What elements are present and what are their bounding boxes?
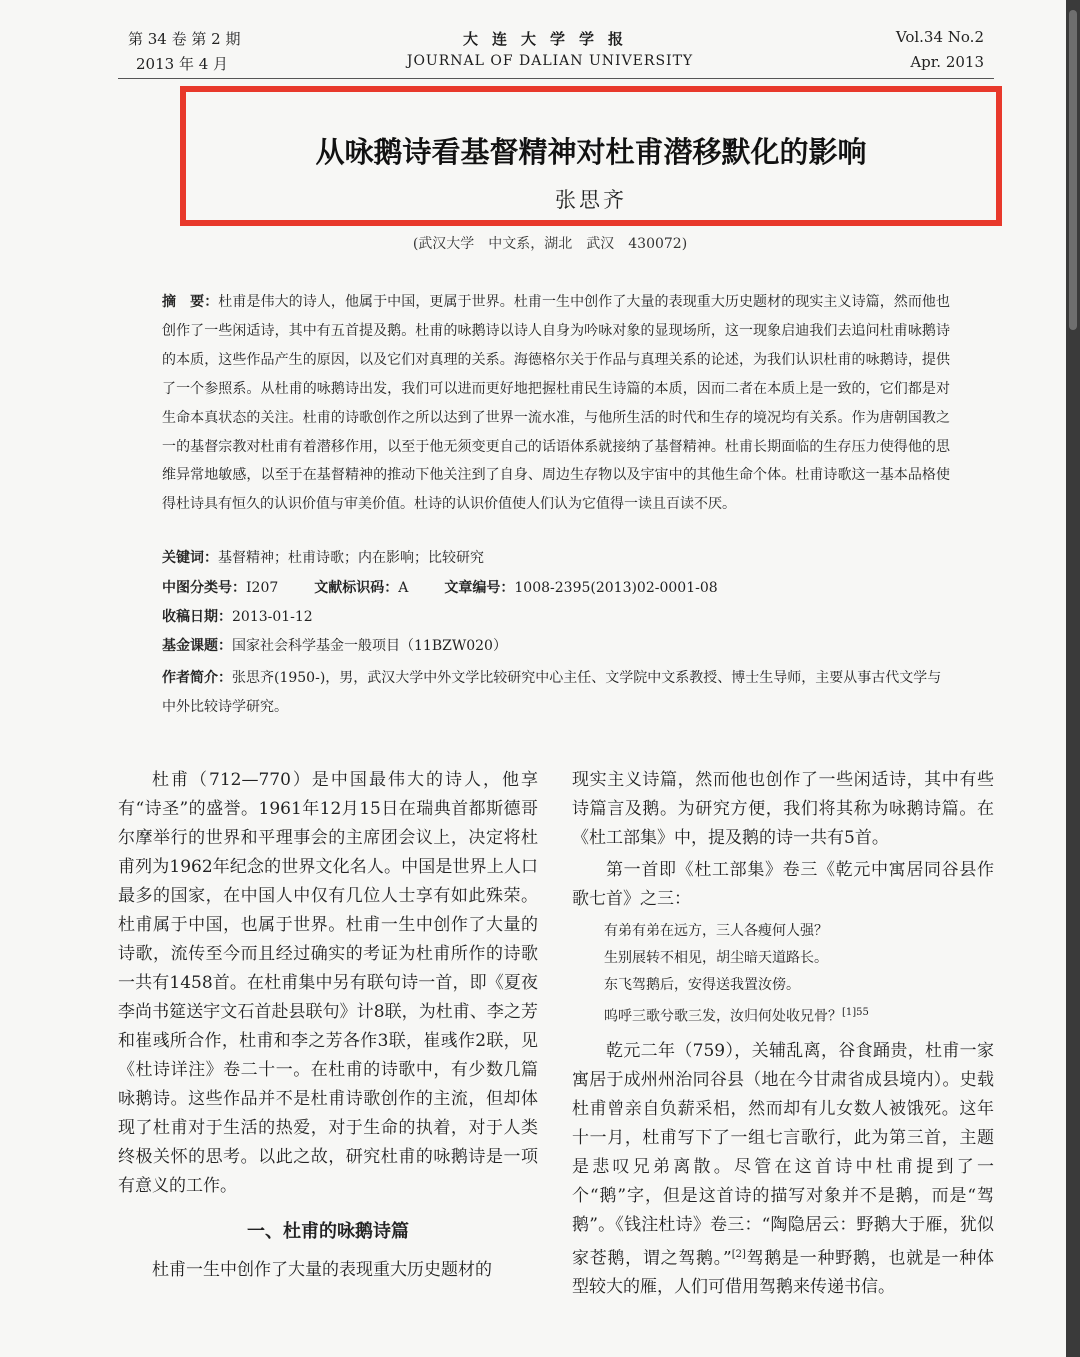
- bio-line: [162, 664, 950, 722]
- article-author: 张思齐: [555, 188, 627, 212]
- poem-line: 有弟有弟在远方，三人各瘦何人强？: [604, 923, 828, 939]
- header-date-cn: 2013 年 4 月: [136, 55, 229, 73]
- received-line: [162, 606, 962, 626]
- journal-name-cn: 大连大学学报: [462, 30, 637, 48]
- paragraph-text: 乾元二年（759），关辅乱离，谷食踊贵，杜甫一家寓居于成州州治同谷县（地在今甘肃省成县境内）。史载杜甫曾亲自负薪采梠，然而却有儿女数人被饿死。这年十一月，杜甫写下了一组七言歌行，此为第三首，主题是悲叹兄弟离散。尽管在这首诗中杜甫提到了一个“鹅”字，但是这首诗的描写对象并不是鹅，而是“驾鹅”。《钱注杜诗》卷三：“陶隐居云：野鹅大于雁，犹似家苍鹅，谓之驾鹅。”: [572, 1040, 994, 1269]
- header-date-en: Apr. 2013: [910, 53, 984, 71]
- bio-value: 张思齐(1950-)，男，武汉大学中外文学比较研究中心主任、文学院中文系教授、博士生导师，主要从事古代文学与中外比较诗学研究。: [162, 670, 942, 715]
- article-title: 从咏鹅诗看基督精神对杜甫潜移默化的影响: [315, 135, 867, 169]
- doc-code-value: A: [398, 580, 409, 596]
- body-paragraph: 杜甫（712—770）是中国最伟大的诗人，他享有“诗圣”的盛誉。1961年12月15日在瑞典首都斯德哥尔摩举行的世界和平理事会的主席团会议上，决定将杜甫列为1962年纪念的世界文化名人。中国是世界上人口最多的国家，在中国人中仅有几位人士享有如此殊荣。杜甫属于中国，也属于世界。杜甫一生中创作了大量的诗歌，流传至今而且经过确实的考证为杜甫所作的诗歌一共有1458首。在杜甫集中另有联句诗一首，即《夏夜李尚书筵送宇文石首赴县联句》计8联，为杜甫、李之芳和崔彧所合作，杜甫和李之芳各作3联，崔彧作2联，见《杜诗详注》卷二十一。在杜甫的诗歌中，有少数几篇咏鹅诗。这些作品并不是杜甫诗歌创作的主流，但却体现了杜甫对于生活的热爱，对于生命的执着，对于人类终极关怀的思考。以此之故，研究杜甫的咏鹅诗是一项有意义的工作。: [118, 770, 538, 1196]
- body-paragraph: 现实主义诗篇，然而他也创作了一些闲适诗，其中有些诗篇言及鹅。为研究方便，我们将其称为咏鹅诗篇。在《杜工部集》中，提及鹅的诗一共有5首。: [572, 770, 994, 848]
- citation-ref: [1]55: [842, 1007, 869, 1018]
- header-volume-cn: 第 34 卷 第 2 期: [128, 30, 241, 48]
- received-value: 2013-01-12: [232, 609, 313, 625]
- keywords-value: 基督精神；杜甫诗歌；内在影响；比较研究: [218, 550, 484, 566]
- abstract-label: 摘 要：: [162, 294, 219, 310]
- poem-line: 东飞驾鹅后，安得送我置汝傍。: [604, 977, 800, 993]
- fund-label: 基金课题：: [162, 638, 232, 654]
- classification-line: [162, 577, 962, 597]
- body-paragraph: 杜甫一生中创作了大量的表现重大历史题材的: [152, 1260, 492, 1280]
- author-affiliation: (武汉大学 中文系，湖北 武汉 430072): [412, 236, 688, 252]
- fund-value: 国家社会科学基金一般项目（11BZW020）: [232, 638, 507, 654]
- received-label: 收稿日期：: [162, 609, 232, 625]
- body-column-right: [572, 766, 994, 1302]
- fund-line: [162, 635, 962, 655]
- poem-line: 呜呼三歌兮歌三发，汝归何处收兄骨？: [604, 1008, 842, 1025]
- abstract-text: 杜甫是伟大的诗人，他属于中国，更属于世界。杜甫一生中创作了大量的表现重大历史题材的现实主义诗篇，然而他也创作了一些闲适诗，其中有五首提及鹅。杜甫的咏鹅诗以诗人自身为吟咏对象的显现场所，这一现象启迪我们去追问杜甫咏鹅诗的本质，这些作品产生的原因，以及它们对真理的关系。海德格尔关于作品与真理关系的论述，为我们认识杜甫的咏鹅诗，提供了一个参照系。从杜甫的咏鹅诗出发，我们可以进而更好地把握杜甫民生诗篇的本质，因而二者在本质上是一致的，它们都是对生命本真状态的关注。杜甫的诗歌创作之所以达到了世界一流水准，与他所生活的时代和生存的境况均有关系。作为唐朝国教之一的基督宗教对杜甫有着潜移作用，以至于他无须变更自己的话语体系就接纳了基督精神。杜甫长期面临的生存压力使得他的思维异常地敏感，以至于在基督精神的推动下他关注到了自身、周边生存物以及宇宙中的其他生命个体。杜甫诗歌这一基本品格使得杜诗具有恒久的认识价值与审美价值。杜诗的认识价值使人们认为它值得一读且百读不厌。: [162, 294, 951, 513]
- header-divider: [118, 78, 994, 79]
- doc-code-label: 文献标识码：: [314, 580, 399, 596]
- citation-ref: [2]: [731, 1248, 746, 1260]
- header-volume-en: Vol.34 No.2: [895, 28, 984, 46]
- bio-label: 作者简介：: [162, 670, 232, 686]
- clc-value: I207: [246, 580, 279, 596]
- scrollbar-thumb[interactable]: [1069, 10, 1077, 330]
- clc-label: 中图分类号：: [162, 580, 246, 596]
- poem-line: 生别展转不相见，胡尘暗天道路长。: [604, 950, 828, 966]
- section-heading: 一、杜甫的咏鹅诗篇: [247, 1221, 409, 1242]
- body-column-left: [118, 766, 538, 1285]
- poem-block: [572, 918, 994, 1031]
- article-no-label: 文章编号：: [444, 580, 515, 596]
- body-paragraph: [572, 1037, 994, 1303]
- body-paragraph: 第一首即《杜工部集》卷三《乾元中寓居同谷县作歌七首》之三：: [572, 860, 994, 909]
- paragraph-text: 驾鹅是一种野鹅，也就是一种体型较大的雁，人们可借用驾鹅来传递书信。: [572, 1248, 994, 1298]
- journal-name-en: JOURNAL OF DALIAN UNIVERSITY: [406, 53, 694, 69]
- keywords-label: 关键词：: [162, 550, 218, 566]
- abstract: [162, 288, 950, 519]
- keywords-line: [162, 547, 962, 567]
- poem-line-last: [604, 999, 994, 1031]
- title-highlight-box: [180, 86, 1002, 226]
- article-no-value: 1008-2395(2013)02-0001-08: [514, 580, 718, 596]
